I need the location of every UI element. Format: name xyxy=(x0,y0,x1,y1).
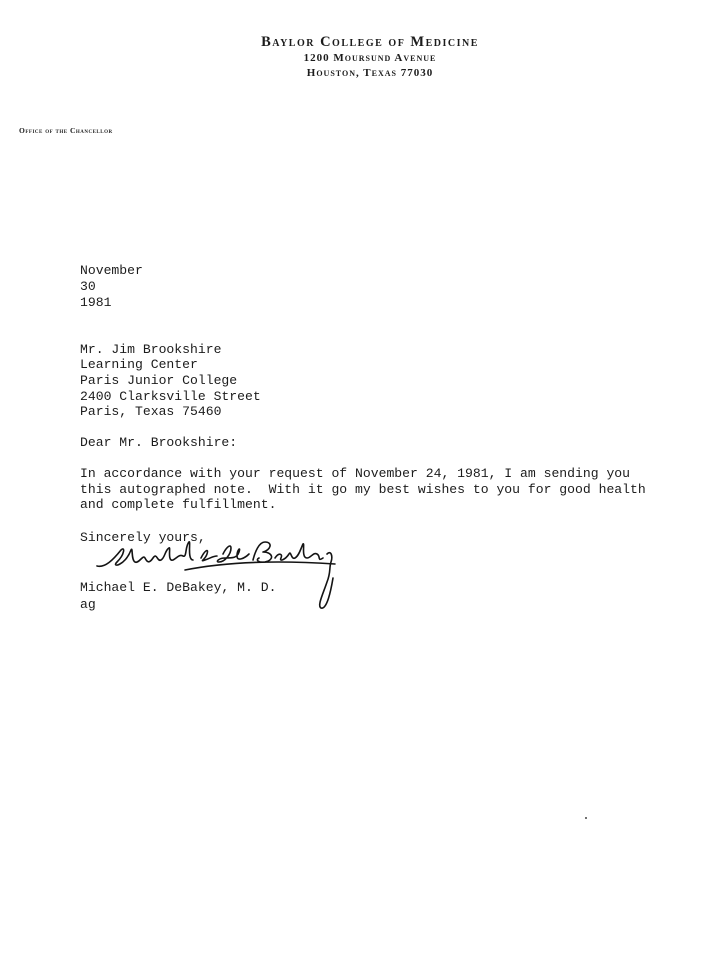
date-day: 30 xyxy=(80,279,96,294)
recipient-line5: Paris, Texas 75460 xyxy=(80,404,222,419)
institution-name: Baylor College of Medicine xyxy=(261,34,479,50)
recipient-line4: 2400 Clarksville Street xyxy=(80,389,261,404)
office-of-chancellor: Office of the Chancellor xyxy=(19,126,113,135)
body-line2: this autographed note. With it go my best wishes to you for good health xyxy=(80,482,646,497)
body-line3: and complete fulfillment. xyxy=(80,497,277,512)
typist-initials: ag xyxy=(80,597,96,612)
institution-address-line1: 1200 Moursund Avenue xyxy=(303,52,437,64)
recipient-line3: Paris Junior College xyxy=(80,373,238,388)
recipient-line2: Learning Center xyxy=(80,357,198,372)
handwritten-signature xyxy=(95,538,365,618)
closing: Sincerely yours, xyxy=(80,530,206,545)
body-line1: In accordance with your request of November 24, 1981, I am sending you xyxy=(80,466,631,481)
signatory-name: Michael E. DeBakey, M. D. xyxy=(80,580,277,595)
salutation: Dear Mr. Brookshire: xyxy=(80,435,238,450)
speck xyxy=(585,817,587,819)
date-year: 1981 xyxy=(80,295,112,310)
date-month: November xyxy=(80,263,143,278)
institution-address-line2: Houston, Texas 77030 xyxy=(306,67,434,79)
recipient-name: Mr. Jim Brookshire xyxy=(80,342,222,357)
